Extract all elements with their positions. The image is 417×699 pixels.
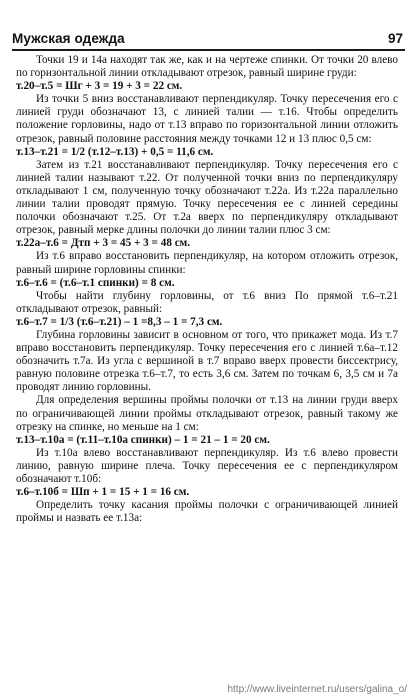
page-header	[12, 24, 403, 46]
formula-line: т.13–т.21 = 1/2 (т.12–т.13) + 0,5 = 11,6 см.	[16, 145, 214, 158]
paragraph: Определить точку касания проймы полочки с ограничивающей линией проймы и назвать ее т.13а:	[16, 499, 398, 525]
section-title: Мужская одежда	[12, 31, 125, 46]
formula-line: т.6–т.10б = Шп + 1 = 15 + 1 = 16 см.	[16, 486, 190, 499]
formula-line: т.6–т.7 = 1/3 (т.6–т.21) – 1 =8,3 – 1 = 7,3 см.	[16, 315, 223, 328]
body-text	[16, 54, 398, 525]
watermark-url: http://www.liveinternet.ru/users/galina_o/	[227, 684, 407, 695]
paragraph: Для определения вершины проймы полочки от т.13 на линии груди вверх по ограничивающей линии проймы откладывают отрезок, равный такому же отрезку на спинке, но меньше на 1 см:	[16, 394, 398, 433]
paragraph: Затем из т.21 восстанавливают перпендикуляр. Точку пересечения его с линией талии называют т.22. От полученной точки вниз по перпендикуляру откладывают 1 см, полученную точку обозначают т.22а. Из т.22а параллельно линии талии проводят прямую. Точку пересечения ее с линией середины полочки обозначают т.25. От т.2а вверх по перпендикуляру откладывают отрезок, равный мерке длины полочки до линии талии плюс 3 см:	[16, 158, 398, 237]
formula-line: т.22а–т.6 = Дтп + 3 = 45 + 3 = 48 см.	[16, 237, 191, 250]
page-number: 97	[387, 31, 403, 46]
formula-line: т.20–т.5 = Шг + 3 = 19 + 3 = 22 см.	[16, 80, 183, 93]
formula-line: т.6–т.6 = (т.6–т.1 спинки) = 8 см.	[16, 276, 175, 289]
paragraph: Из т.10а влево восстанавливают перпендикуляр. Из т.6 влево провести линию, равную ширине плеча. Точку пересечения ее с перпендикуляром обозначают т.10б:	[16, 446, 398, 485]
paragraph: Чтобы найти глубину горловины, от т.6 вниз По прямой т.6–т.21 откладывают отрезок, равный:	[16, 289, 398, 315]
paragraph: Из точки 5 вниз восстанавливают перпендикуляр. Точку пересечения его с линией груди обозначают 13, с линией талии — т.16. Чтобы определить положение горловины, надо от т.13 вправо по горизонтальной линии отложить отрезок, равный половине расстояния между точками 12 и 13 плюс 0,5 см:	[16, 93, 398, 145]
header-divider	[12, 49, 405, 51]
paragraph: Точки 19 и 14а находят так же, как и на чертеже спинки. От точки 20 влево по горизонтальной линии откладывают отрезок, равный ширине груди:	[16, 54, 398, 80]
formula-line: т.13–т.10а = (т.11–т.10а спинки) – 1 = 21 – 1 = 20 см.	[16, 433, 270, 446]
paragraph: Глубина горловины зависит в основном от того, что прикажет мода. Из т.7 вправо восстановить перпендикуляр. Точку пересечения его с линией т.6а–т.12 обозначить т.7а. Из угла с вершиной в т.7 вправо вверх провести биссектрису, равную половине отрезка т.6–т.7, то есть 3,6 см. Затем по точкам 6, 3,5 см и 7а проводят линию горловины.	[16, 328, 398, 394]
paragraph: Из т.6 вправо восстановить перпендикуляр, на котором отложить отрезок, равный ширине горловины спинки:	[16, 250, 398, 276]
